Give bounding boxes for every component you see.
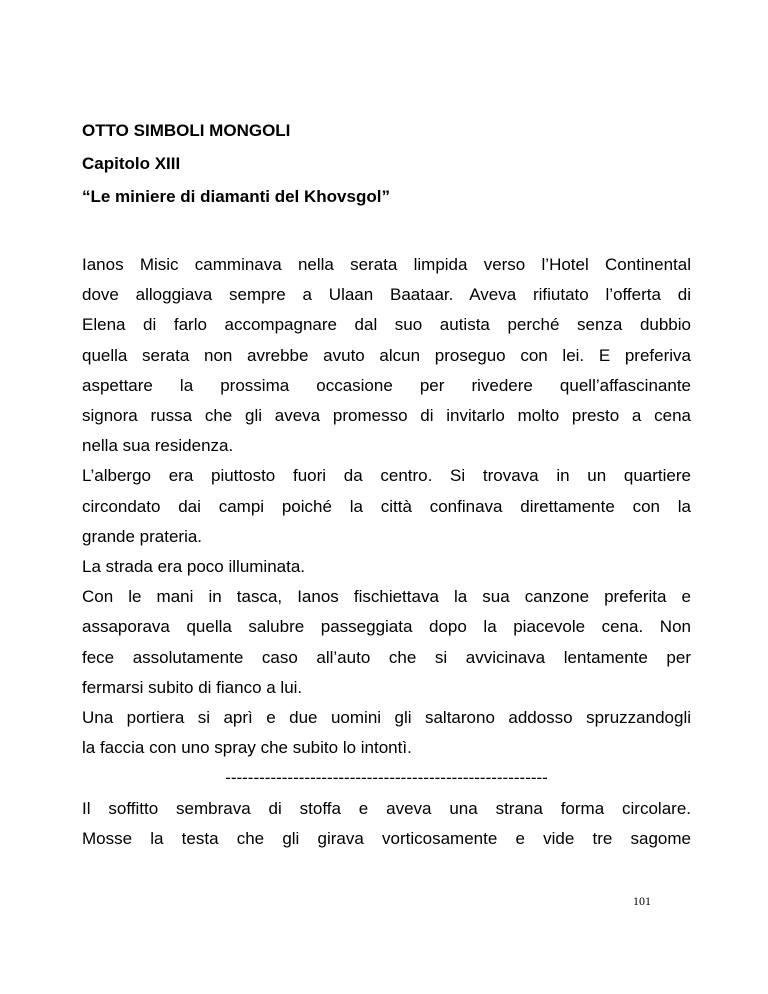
chapter-number: Capitolo XIII <box>82 154 181 173</box>
text-line: la faccia con uno spray che subito lo intontì. <box>82 738 412 758</box>
text-line: signora russa che gli aveva promesso di invitarlo molto presto a cena <box>82 406 691 426</box>
text-line: La strada era poco illuminata. <box>82 557 306 577</box>
text-line: Con le mani in tasca, Ianos fischiettava la sua canzone preferita e <box>82 587 691 607</box>
text-line: dove alloggiava sempre a Ulaan Baataar. Aveva rifiutato l’offerta di <box>82 285 691 305</box>
text-line: Il soffitto sembrava di stoffa e aveva una strana forma circolare. <box>82 798 691 818</box>
text-line: fermarsi subito di fianco a lui. <box>82 677 303 697</box>
text-line: Elena di farlo accompagnare dal suo autista perché senza dubbio <box>82 315 691 335</box>
text-line: nella sua residenza. <box>82 436 234 456</box>
text-line: assaporava quella salubre passeggiata dopo la piacevole cena. Non <box>82 617 691 637</box>
text-line: circondato dai campi poiché la città confinava direttamente con la <box>82 496 691 516</box>
page-number: 101 <box>633 894 651 908</box>
text-line: Ianos Misic camminava nella serata limpida verso l’Hotel Continental <box>82 255 691 274</box>
book-title: OTTO SIMBOLI MONGOLI <box>82 121 291 140</box>
section-separator: --------------------------------------------------------- <box>225 768 548 788</box>
text-line: grande prateria. <box>82 526 203 546</box>
text-line: aspettare la prossima occasione per rivedere quell’affascinante <box>82 375 691 395</box>
text-line: quella serata non avrebbe avuto alcun proseguo con lei. E preferiva <box>82 345 691 365</box>
text-line: Una portiera si aprì e due uomini gli saltarono addosso spruzzandogli <box>82 708 691 728</box>
text-line: Mosse la testa che gli girava vorticosamente e vide tre sagome <box>82 828 691 848</box>
text-line: fece assolutamente caso all’auto che si avvicinava lentamente per <box>82 647 691 667</box>
chapter-title: “Le miniere di diamanti del Khovsgol” <box>82 187 390 206</box>
text-line: L’albergo era piuttosto fuori da centro. Si trovava in un quartiere <box>82 466 691 486</box>
body-text <box>82 250 691 854</box>
